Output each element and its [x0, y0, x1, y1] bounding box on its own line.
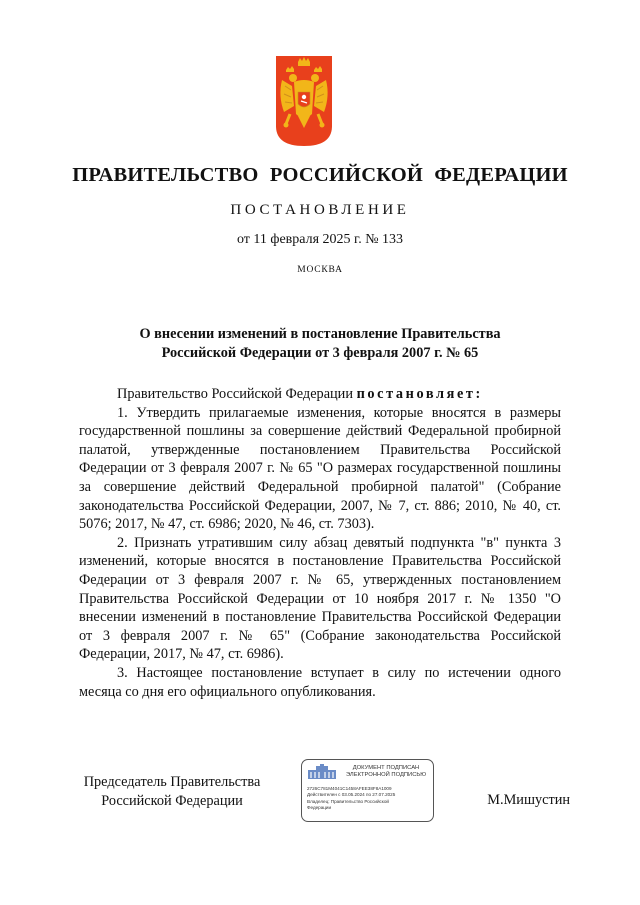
stamp-certificate: 2726C781M4041C1458AFEE38F8A1009	[307, 786, 392, 791]
government-title: ПРАВИТЕЛЬСТВО РОССИЙСКОЙ ФЕДЕРАЦИИ	[72, 164, 568, 186]
stamp-validity: Действителен с 03.05.2024 по 27.07.2025	[307, 792, 396, 798]
decree-word: постановляет:	[356, 386, 483, 402]
intro-paragraph	[79, 385, 561, 404]
paragraph-2: 2. Признать утратившим силу абзац девятый подпункта "в" пункта 3 изменений, которые вносятся в постановление Правительства Российской Федерации от 3 февраля 2007 г. № 65, утвержденных постановлением Правительства Российской Федерации от 10 ноября 2017 г. № 1350 "О внесении изменений в постановление Правительства Российской Федерации от 3 февраля 2007 г. № 65" (Собрание законодательства Российской Федерации, 2017, № 47, ст. 6986).	[79, 534, 561, 663]
document-city: МОСКВА	[297, 265, 343, 275]
intro-text: Правительство Российской Федерации	[117, 386, 353, 402]
stamp-title	[340, 765, 432, 779]
paragraph-1: 1. Утвердить прилагаемые изменения, которые вносятся в размеры государственной пошлины за совершение действий Федеральной пробирной палатой, утвержденные постановлением Правительства Российской Федерации от 3 февраля 2007 г. № 65 "О размерах государственной пошлины за совершение действий Федеральной пробирной палатой" (Собрание законодательства Российской Федерации, 2007, № 7, ст. 886; 2010, № 40, ст. 5076; 2017, № 47, ст. 6986; 2020, № 46, ст. 7303).	[79, 404, 561, 533]
stamp-details	[307, 786, 431, 811]
signatory-position	[77, 773, 267, 811]
subject-line-1: О внесении изменений в постановление Правительства	[139, 326, 501, 342]
position-line-1: Председатель Правительства	[83, 774, 261, 790]
government-building-icon	[307, 764, 337, 780]
stamp-title-line-2: ЭЛЕКТРОННОЙ ПОДПИСЬЮ	[345, 772, 427, 778]
signatory-name: М.Мишустин	[487, 792, 570, 808]
document-subject	[0, 325, 640, 363]
document-date-number: от 11 февраля 2025 г. № 133	[236, 232, 404, 247]
document-type: ПОСТАНОВЛЕНИЕ	[230, 202, 410, 218]
stamp-owner-line-2: Федерации	[307, 804, 332, 810]
subject-line-2: Российской Федерации от 3 февраля 2007 г. № 65	[161, 345, 479, 361]
coat-of-arms-emblem	[276, 56, 332, 146]
stamp-title-line-1: ДОКУМЕНТ ПОДПИСАН	[352, 765, 420, 771]
stamp-owner-line-1: Владелец: Правительство Российской	[307, 798, 389, 804]
paragraph-3: 3. Настоящее постановление вступает в силу по истечении одного месяца со дня его официального опубликования.	[79, 664, 561, 700]
position-line-2: Российской Федерации	[101, 793, 243, 809]
electronic-signature-stamp	[301, 759, 434, 822]
document-body	[79, 385, 561, 701]
